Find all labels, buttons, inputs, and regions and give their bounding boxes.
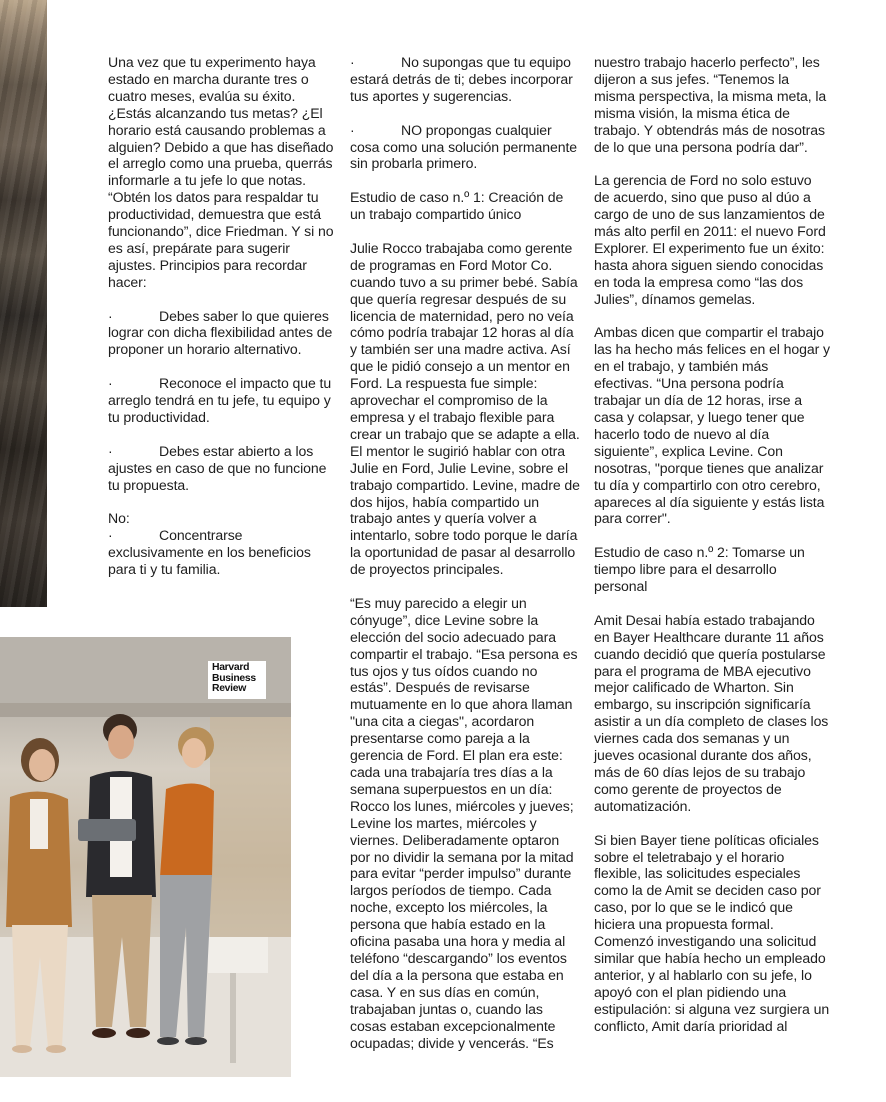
bullet-item [108, 443, 340, 494]
bullet-item [350, 122, 582, 173]
logo-line: Review [212, 683, 247, 695]
paragraph: Ambas dicen que compartir el trabajo las ha hecho más felices en el hogar y en el trabajo, y también más efectivas. “Una persona podría trabajar un día de 12 horas, irse a casa y colapsar, y luego tener que hacerlo todo de nuevo al día siguiente”, explica Levine. Con nosotras, "porque tienes que analizar tu día y compartirlo con otro cerebro, apareces al día siguiente y estás lista para correr". [594, 324, 830, 527]
paragraph: Si bien Bayer tiene políticas oficiales sobre el teletrabajo y el horario flexible, las solicitudes especiales como la de Amit se deciden caso por caso, por lo que se le indicó que hiciera una propuesta formal. Comenzó investigando una solicitud similar que había hecho un empleado anterior, y al hablarlo con su jefe, lo apoyó con el plan pidiendo una estipulación: si alguna vez surgiera un conflicto, Amit daría prioridad al [594, 831, 830, 1034]
logo-line: Business [212, 672, 256, 684]
bullet-text: Reconoce el impacto que tu arreglo tendrá en tu jefe, tu equipo y tu productividad. [108, 375, 332, 425]
rock-landscape-photo [0, 0, 47, 607]
bullet-item [108, 527, 340, 578]
bullet-dot: · [108, 442, 113, 459]
bullet-text: No supongas que tu equipo estará detrás de ti; debes incorporar tus aportes y sugerencias. [350, 54, 573, 104]
paragraph: Julie Rocco trabajaba como gerente de programas en Ford Motor Co. cuando tuvo a su primer bebé. Sabía que quería regresar después de su licencia de maternidad, pero no veía cómo podría trabajar 12 horas al día y también ser una madre activa. Así que le pidió consejo a un mentor en Ford. La respuesta fue simple: aprovechar el compromiso de la empresa y el trabajo flexible para crear un trabajo que se adapte a ella. El mentor le sugirió hablar con otra Julie en Ford, Julie Levine, sobre el trabajo compartido. Levine, madre de dos hijos, había compartido un trabajo antes y quería volver a intentarlo, sobre todo porque le daría la oportunidad de pasar al desarrollo de proyectos principales. [350, 239, 580, 578]
paragraph: Amit Desai había estado trabajando en Bayer Healthcare durante 11 años cuando decidió que quería postularse para el programa de MBA ejecutivo mejor calificado de Wharton. Sin embargo, su inscripción significaría asistir a un día completo de clases los viernes cada dos semanas y un jueves ocasional durante dos años, más de 60 días lejos de su trabajo como gerente de proyectos de automatización. [594, 611, 829, 814]
bullet-dot: · [108, 527, 113, 544]
harvard-business-review-logo [208, 661, 266, 699]
bullet-text: Debes saber lo que quieres lograr con dicha flexibilidad antes de proponer un horario alternativo. [108, 307, 333, 358]
no-heading: No: [108, 510, 130, 527]
text-column-3 [594, 54, 830, 1051]
bullet-text: NO propongas cualquier cosa como una solución permanente sin probarla primero. [350, 121, 578, 172]
bullet-text: Concentrarse exclusivamente en los beneficios para ti y tu familia. [108, 527, 311, 578]
bullet-item [350, 54, 582, 105]
bullet-text: Debes estar abierto a los ajustes en caso de que no funcione tu propuesta. [108, 442, 327, 493]
text-column-1 [108, 54, 340, 595]
bullet-item [108, 308, 340, 359]
bullet-dot: · [108, 307, 113, 324]
case-study-2-heading: Estudio de caso n.º 2: Tomarse un tiempo libre para el desarrollo personal [594, 544, 805, 595]
paragraph: nuestro trabajo hacerlo perfecto”, les dijeron a sus jefes. “Tenemos la misma perspectiva, la misma meta, la misma visión, la misma ética de trabajo. Y obtendrás más de nosotras de lo que una persona podría dar”. [594, 54, 827, 155]
paragraph: La gerencia de Ford no solo estuvo de acuerdo, sino que puso al dúo a cargo de uno de sus lanzamientos de más alto perfil en 2011: el nuevo Ford Explorer. El experimento fue un éxito: hasta ahora siguen siendo conocidas en toda la empresa como “las dos Julies”, dínamos gemelas. [594, 172, 826, 307]
bullet-item [108, 375, 340, 426]
bullet-dot: · [350, 121, 355, 138]
text-column-2 [350, 54, 582, 1068]
paragraph: “Es muy parecido a elegir un cónyuge”, dice Levine sobre la elección del socio adecuado para compartir el trabajo. “Esa persona es tus ojos y tus oídos cuando no estás”. Después de revisarse mutuamente en lo que ahora llaman "una cita a ciegas", acordaron presentarse como pareja a la gerencia de Ford. El plan era este: cada una trabajaría tres días a la semana superpuestos en un día: Rocco los lunes, miércoles y jueves; Levine los martes, miércoles y viernes. Deliberadamente optaron por no dividir la semana por la mitad para evitar “perder impulso” durante largos períodos de tiempo. Cada noche, excepto los miércoles, la persona que había estado en la oficina pasaba una hora y media al teléfono “descargando” los eventos del día a la persona que estaba en casa. Y en sus días en común, trabajaban juntas o, cuando las cosas estaban excepcionalmente ocupadas; divide y vencerás. “Es [350, 594, 578, 1051]
bullet-dot: · [108, 375, 113, 392]
case-study-1-heading: Estudio de caso n.º 1: Creación de un trabajo compartido único [350, 189, 564, 223]
office-team-photo [0, 637, 291, 1077]
logo-line: Harvard [212, 662, 250, 673]
bullet-dot: · [350, 54, 355, 70]
paragraph: Una vez que tu experimento haya estado en marcha durante tres o cuatro meses, evalúa su éxito. ¿Estás alcanzando tus metas? ¿El horario está causando problemas a alguien? Debido a que has diseñado el arreglo como una prueba, querrás informarle a tu jefe lo que notas. “Obtén los datos para respaldar tu productividad, demuestra que está funcionando”, dice Friedman. Y si no es así, prepárate para sugerir ajustes. Principios para recordar hacer: [108, 54, 334, 290]
